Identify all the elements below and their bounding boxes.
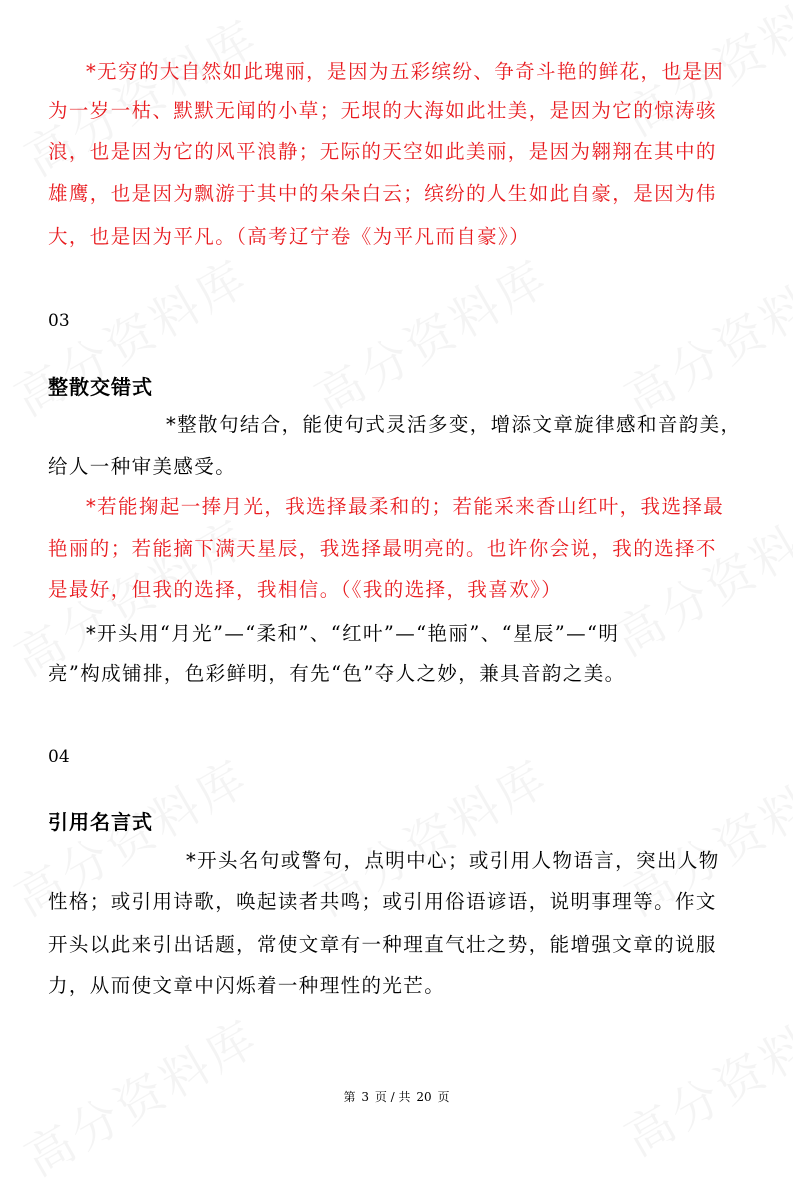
- text-line: *整散句结合，能使句式灵活多变，增添文章旋律感和音韵美，: [166, 413, 742, 436]
- footer-suffix: 页: [437, 1090, 450, 1104]
- text-line: 雄鹰，也是因为飘游于其中的朵朵白云；缤纷的人生如此自豪，是因为伟: [48, 182, 717, 205]
- total-page-number: 20: [416, 1090, 432, 1104]
- section-number: 04: [48, 747, 70, 767]
- text-line: 给人一种审美感受。: [48, 455, 237, 478]
- watermark: [610, 240, 793, 430]
- page-footer: [0, 1088, 793, 1105]
- text-line: 性格；或引用诗歌，唤起读者共鸣；或引用俗语谚语，说明事理等。作文: [48, 890, 717, 913]
- text-line: *无穷的大自然如此瑰丽，是因为五彩缤纷、争奇斗艳的鲜花，也是因: [86, 60, 725, 83]
- text-line: 大，也是因为平凡。（高考辽宁卷《为平凡而自豪》）: [48, 225, 531, 248]
- text-line: 是最好，但我的选择，我相信。（《我的选择，我喜欢》）: [48, 578, 563, 601]
- text-line: *开头名句或警句，点明中心；或引用人物语言，突出人物: [186, 849, 720, 872]
- current-page-number: 3: [361, 1090, 369, 1104]
- section-heading: 整散交错式: [48, 375, 153, 399]
- text-line: 艳丽的；若能摘下满天星辰，我选择最明亮的。也许你会说，我的选择不: [48, 537, 717, 560]
- text-line: 浪，也是因为它的风平浪静；无际的天空如此美丽，是因为翱翔在其中的: [48, 140, 717, 163]
- text-line: 亮”构成铺排，色彩鲜明，有先“色”夺人之妙，兼具音韵之美。: [48, 662, 626, 685]
- text-line: *开头用“月光”—“柔和”、“红叶”—“艳丽”、“星辰”—“明: [86, 622, 620, 645]
- section-number: 03: [48, 311, 70, 331]
- watermark: [300, 240, 560, 430]
- text-line: 开头以此来引出话题，常使文章有一种理直气壮之势，能增强文章的说服: [48, 933, 717, 956]
- watermark: [0, 240, 260, 430]
- text-line: 力，从而使文章中闪烁着一种理性的光芒。: [48, 974, 446, 997]
- text-line: *若能掬起一捧月光，我选择最柔和的；若能采来香山红叶，我选择最: [86, 495, 725, 518]
- footer-prefix: 第: [343, 1090, 356, 1104]
- section-heading: 引用名言式: [48, 810, 153, 834]
- text-line: 为一岁一枯、默默无闻的小草；无垠的大海如此壮美，是因为它的惊涛骇: [48, 99, 717, 122]
- footer-middle: 页 / 共: [374, 1090, 411, 1104]
- watermark: [610, 980, 793, 1170]
